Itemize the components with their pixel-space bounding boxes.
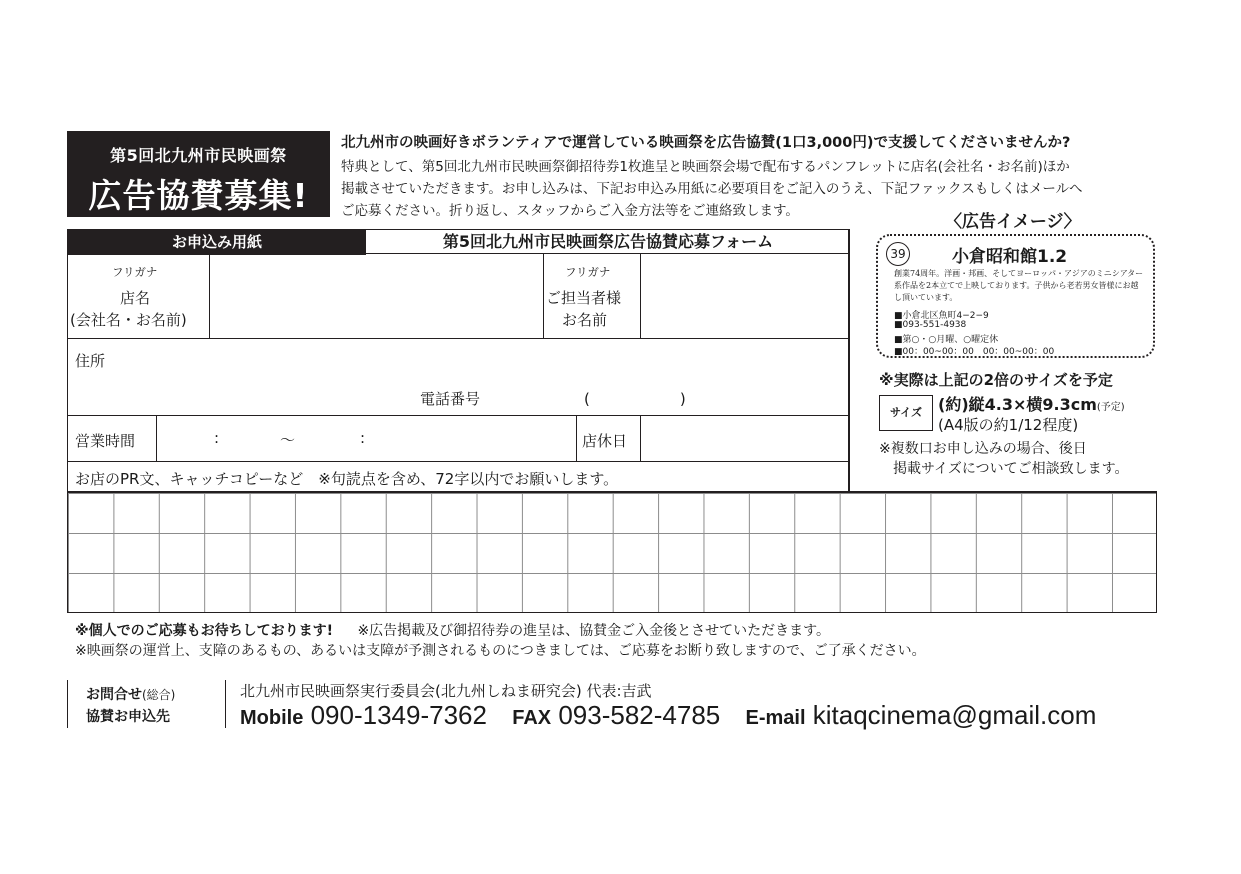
ad-actual-size-note: ※実際は上記の2倍のサイズを予定 xyxy=(879,371,1113,389)
ad-image-heading: 〈広告イメージ〉 xyxy=(945,212,1081,232)
size-planned: (予定) xyxy=(1096,402,1125,413)
fax-label: FAX xyxy=(512,707,552,729)
title-sub: 第5回北九州市民映画祭 xyxy=(110,146,287,165)
ad-sample-card xyxy=(876,234,1155,358)
closed-days-label: 店休日 xyxy=(582,432,628,450)
contact-person-field[interactable] xyxy=(641,255,848,337)
ad-sample-closed: ■第○・○月曜、○曜定休 xyxy=(894,335,999,345)
size-ratio: (A4版の約1/12程度) xyxy=(938,416,1079,434)
hours-colon-2: : xyxy=(360,429,366,447)
email-address[interactable]: kitaqcinema@gmail.com xyxy=(812,700,1097,730)
ad-sample-name: 小倉昭和館1.2 xyxy=(952,247,1068,267)
fax-number[interactable]: 093-582-4785 xyxy=(558,700,721,730)
contact-organization: 北九州市民映画祭実行委員会(北九州しねま研究会) 代表:吉武 xyxy=(240,682,652,700)
intro-line-3: ご応募ください。折り返し、スタッフからご入金方法等をご連絡致します。 xyxy=(341,203,799,219)
footnote-1 xyxy=(75,620,830,640)
contact-label-2: 協賛お申込先 xyxy=(86,709,170,725)
ad-number-badge: 39 xyxy=(886,242,910,266)
contact-details xyxy=(240,700,1096,731)
title-main: 広告協賛募集! xyxy=(88,176,309,215)
mobile-number[interactable]: 090-1349-7362 xyxy=(310,700,487,730)
application-form xyxy=(67,229,849,492)
hours-tilde: 〜 xyxy=(280,431,296,449)
ad-sample-hours: ■00：00~00：00 00：00~00：00 xyxy=(894,347,1055,357)
form-header-title: 第5回北九州市民映画祭広告協賛応募フォーム xyxy=(366,230,850,254)
footnote-1b: ※広告掲載及び御招待券の進呈は、協賛金ご入金後とさせていただきます。 xyxy=(357,623,831,639)
contact-label-1-main: お問合せ xyxy=(86,687,142,703)
footnote-2: ※映画祭の運営上、支障のあるもの、あるいは支障が予測されるものにつきましては、ご応募をお断り致しますので、ご了承ください。 xyxy=(75,643,926,659)
email-label: E-mail xyxy=(745,707,806,729)
furigana-label-1: フリガナ xyxy=(112,265,158,279)
furigana-label-2: フリガナ xyxy=(565,265,611,279)
ad-sample-tel: ■093-551-4938 xyxy=(894,320,967,330)
intro-line-2: 掲載させていただきます。お申し込みは、下記お申込み用紙に必要項目をご記入のうえ、下記ファックスもしくはメールへ xyxy=(341,181,1083,197)
contact-bracket-right xyxy=(217,680,226,728)
pr-text-grid[interactable] xyxy=(67,492,1157,613)
ad-sample-address: ■小倉北区魚町4−2−9 xyxy=(894,311,989,321)
form-header-label: お申込み用紙 xyxy=(68,230,366,254)
business-hours-field[interactable] xyxy=(157,416,575,460)
size-value xyxy=(938,392,1125,415)
phone-label: 電話番号 xyxy=(420,390,481,408)
contact-label-1-sub: (総合) xyxy=(142,688,176,702)
pr-label: お店のPR文、キャッチコピーなど ※句読点を含め、72字以内でお願いします。 xyxy=(75,470,619,488)
phone-field[interactable]: ( ) xyxy=(584,390,686,408)
contact-label-1 xyxy=(86,684,175,704)
footnote-1a: ※個人でのご応募もお待ちしております! xyxy=(75,623,333,639)
shop-name-label: 店名 xyxy=(120,289,151,307)
intro-line-1: 特典として、第5回北九州市民映画祭御招待券1枚進呈と映画祭会場で配布するパンフレットに店名(会社名・お名前)ほか xyxy=(341,159,1070,175)
shop-name-sub: (会社名・お名前) xyxy=(70,311,187,329)
address-field[interactable] xyxy=(118,342,818,382)
multi-slot-note xyxy=(879,439,1128,479)
contact-person-label-1: ご担当者様 xyxy=(546,289,622,307)
closed-days-field[interactable] xyxy=(641,416,848,460)
shop-name-field[interactable] xyxy=(210,255,542,337)
size-value-text: (約)縦4.3×横9.3cm xyxy=(938,395,1097,414)
contact-person-label-2: お名前 xyxy=(562,311,608,329)
multi-slot-note-1: ※複数口お申し込みの場合、後日 xyxy=(879,441,1087,457)
intro-headline: 北九州市の映画好きボランティアで運営している映画祭を広告協賛(1口3,000円)で支援してくださいませんか? xyxy=(341,135,1071,151)
mobile-label: Mobile xyxy=(240,707,304,729)
size-label-box: サイズ xyxy=(879,395,933,431)
ad-sample-desc: 創業74周年。洋画・邦画、そしてヨーロッパ・アジアのミニシアター系作品を2本立てで上映しております。子供から老若男女皆様にお越し頂いています。 xyxy=(894,269,1144,302)
title-box xyxy=(67,131,330,217)
address-label: 住所 xyxy=(75,352,106,370)
hours-colon-1: : xyxy=(214,429,220,447)
business-hours-label: 営業時間 xyxy=(75,432,136,450)
multi-slot-note-2: 掲載サイズについてご相談致します。 xyxy=(879,461,1129,477)
